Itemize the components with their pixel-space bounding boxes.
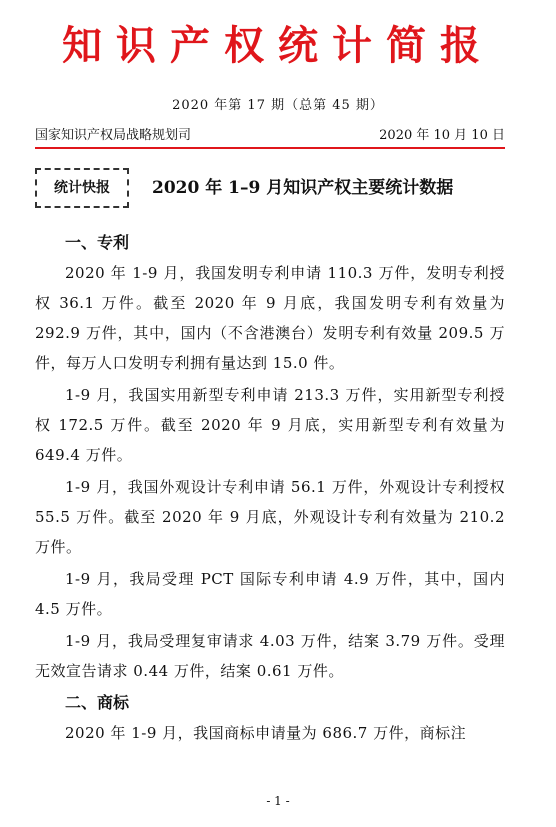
section-heading-patent: 一、专利: [65, 233, 130, 252]
paragraph-invention-patent: 2020 年 1-9 月，我国发明专利申请 110.3 万件，发明专利授权 36.1 万件。截至 2020 年 9 月底，我国发明专利有效量为 292.9 万件，其中，国内（不含港澳台）发明专利有效量 209.5 万件，每万人口发明专利拥有量达到 15.0 件。: [35, 264, 505, 372]
publisher-name: 国家知识产权局战略规划司: [35, 128, 192, 143]
paragraph-design-patent: 1-9 月，我国外观设计专利申请 56.1 万件，外观设计专利授权 55.5 万件。截至 2020 年 9 月底，外观设计专利有效量为 210.2 万件。: [35, 478, 505, 556]
section-heading-trademark: 二、商标: [65, 693, 130, 712]
paragraph-utility-model: 1-9 月，我国实用新型专利申请 213.3 万件，实用新型专利授权 172.5 万件。截至 2020 年 9 月底，实用新型专利有效量为 649.4 万件。: [35, 386, 505, 464]
article-body: [35, 228, 505, 750]
issue-number: 2020 年第 17 期（总第 45 期）: [172, 98, 384, 113]
bulletin-title: 知识产权统计简报: [62, 22, 494, 69]
publish-date: 2020 年 10 月 10 日: [379, 128, 505, 143]
publisher-line: [35, 124, 505, 144]
paragraph-pct: 1-9 月，我局受理 PCT 国际专利申请 4.9 万件，其中，国内 4.5 万件。: [35, 570, 505, 618]
page-number: - 1 -: [266, 794, 290, 808]
paragraph-reexamination: 1-9 月，我局受理复审请求 4.03 万件，结案 3.79 万件。受理无效宣告请求 0.44 万件，结案 0.61 万件。: [35, 632, 505, 680]
stats-badge: 统计快报: [35, 168, 129, 208]
red-divider: [35, 147, 505, 149]
article-headline: 2020 年 1–9 月知识产权主要统计数据: [152, 178, 454, 198]
paragraph-trademark: 2020 年 1-9 月，我国商标申请量为 686.7 万件，商标注: [65, 724, 467, 742]
